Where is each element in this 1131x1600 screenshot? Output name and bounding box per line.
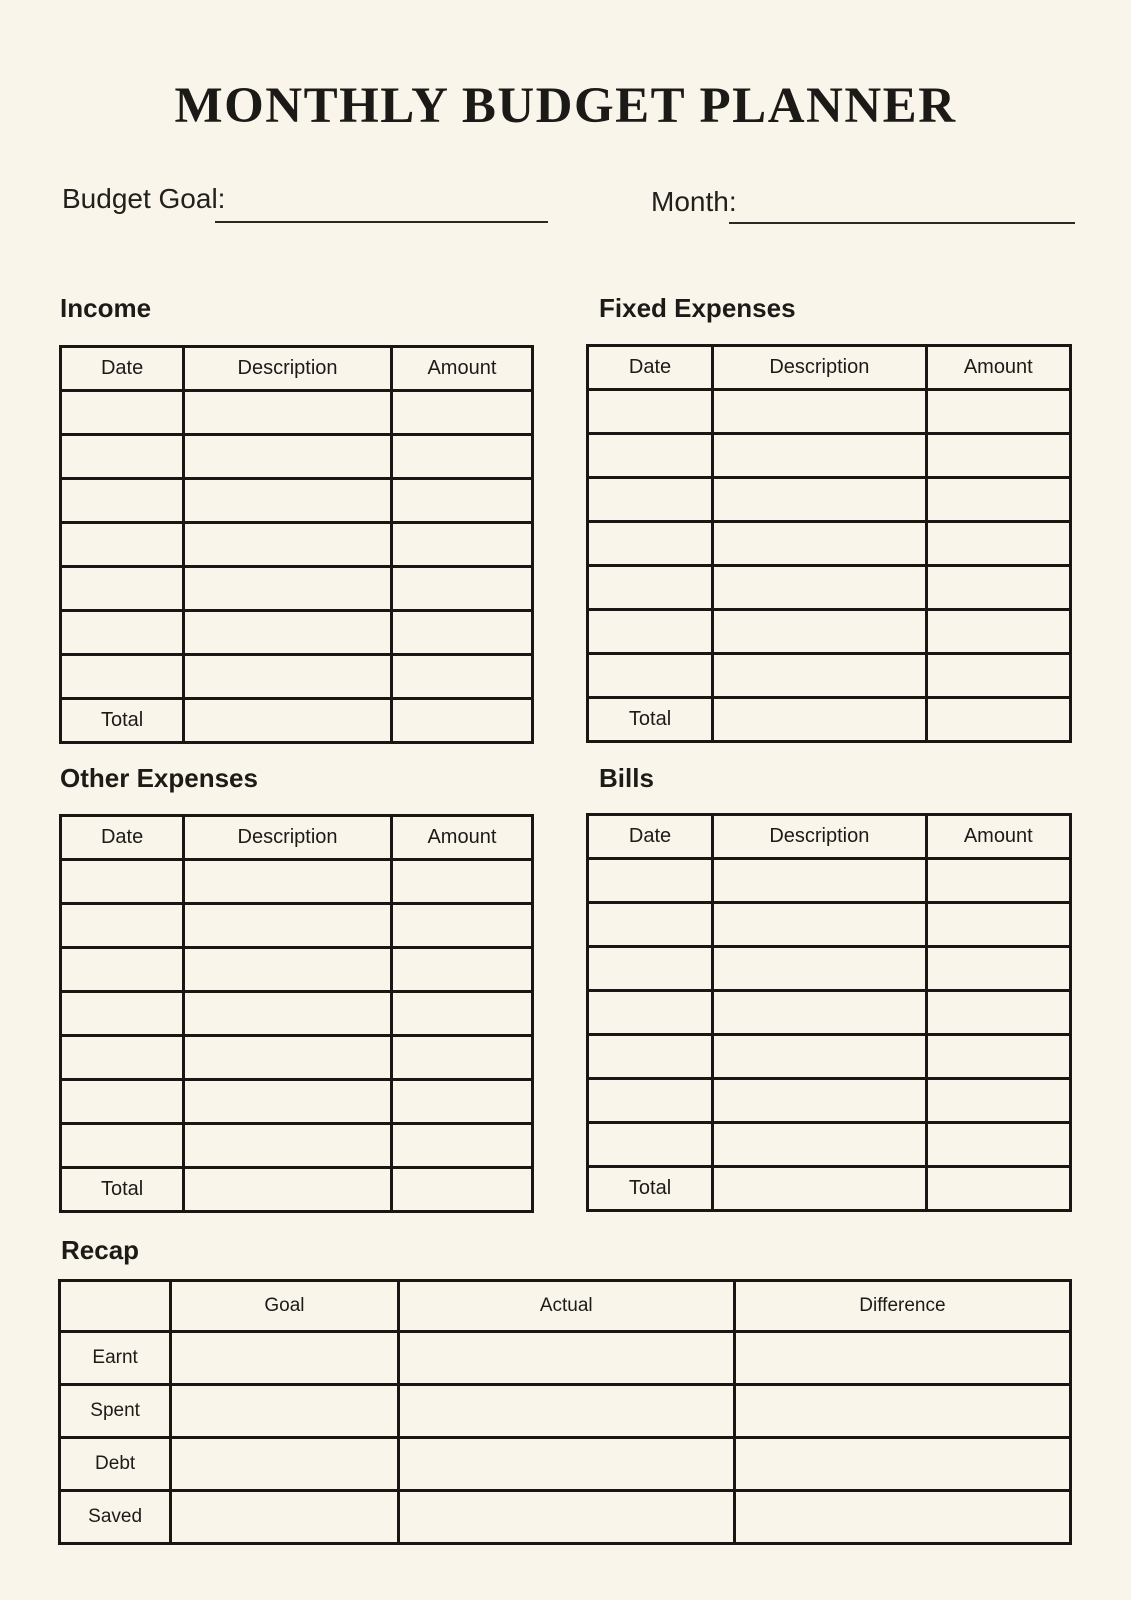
empty-cell (391, 435, 532, 479)
total-description-cell (713, 698, 926, 742)
column-header-date: Date (61, 347, 184, 391)
recap-row-label: Spent (60, 1385, 171, 1438)
empty-cell (61, 611, 184, 655)
empty-cell (588, 991, 713, 1035)
empty-row (61, 860, 533, 904)
empty-cell (588, 1035, 713, 1079)
empty-row (61, 655, 533, 699)
empty-cell (184, 1036, 392, 1080)
header-row (60, 1281, 1071, 1332)
empty-cell (184, 948, 392, 992)
empty-cell (184, 904, 392, 948)
empty-cell (61, 1080, 184, 1124)
total-description-cell (184, 699, 392, 743)
empty-cell (926, 654, 1070, 698)
empty-cell (61, 391, 184, 435)
column-header-amount: Amount (926, 346, 1070, 390)
empty-cell (713, 610, 926, 654)
column-header-amount: Amount (926, 815, 1070, 859)
empty-row (588, 566, 1071, 610)
recap-difference-cell (734, 1332, 1070, 1385)
empty-cell (184, 860, 392, 904)
empty-cell (588, 434, 713, 478)
column-header-difference: Difference (734, 1281, 1070, 1332)
recap-row-spent (60, 1385, 1071, 1438)
empty-cell (184, 435, 392, 479)
empty-cell (184, 1080, 392, 1124)
recap-goal-cell (171, 1438, 398, 1491)
empty-cell (713, 566, 926, 610)
empty-cell (184, 655, 392, 699)
empty-cell (391, 567, 532, 611)
empty-row (61, 391, 533, 435)
empty-cell (184, 567, 392, 611)
fixed-expenses-table (586, 344, 1072, 743)
recap-row-label: Debt (60, 1438, 171, 1491)
empty-cell (713, 859, 926, 903)
empty-cell (588, 390, 713, 434)
bills-heading: Bills (599, 763, 654, 793)
total-amount-cell (926, 1167, 1070, 1211)
empty-cell (391, 523, 532, 567)
recap-table (58, 1279, 1072, 1545)
column-header-amount: Amount (391, 816, 532, 860)
empty-cell (713, 478, 926, 522)
empty-cell (184, 1124, 392, 1168)
recap-actual-cell (398, 1332, 734, 1385)
empty-cell (926, 1079, 1070, 1123)
empty-cell (926, 903, 1070, 947)
empty-cell (61, 1124, 184, 1168)
empty-cell (588, 478, 713, 522)
empty-row (61, 948, 533, 992)
empty-cell (713, 434, 926, 478)
empty-cell (391, 948, 532, 992)
empty-row (588, 610, 1071, 654)
column-header-description: Description (184, 816, 392, 860)
empty-row (588, 434, 1071, 478)
month-line (729, 222, 1075, 224)
recap-corner-cell (60, 1281, 171, 1332)
empty-row (588, 1079, 1071, 1123)
empty-cell (391, 1036, 532, 1080)
empty-cell (391, 992, 532, 1036)
empty-row (588, 903, 1071, 947)
empty-cell (391, 391, 532, 435)
empty-cell (61, 655, 184, 699)
total-label-cell: Total (61, 699, 184, 743)
empty-cell (713, 903, 926, 947)
empty-cell (61, 992, 184, 1036)
total-amount-cell (926, 698, 1070, 742)
empty-cell (61, 567, 184, 611)
empty-row (588, 1123, 1071, 1167)
month-label: Month: (651, 186, 737, 217)
empty-cell (926, 859, 1070, 903)
empty-row (61, 523, 533, 567)
other-expenses-heading: Other Expenses (60, 763, 258, 793)
empty-row (61, 567, 533, 611)
total-row (588, 698, 1071, 742)
empty-row (588, 654, 1071, 698)
empty-cell (61, 1036, 184, 1080)
empty-cell (926, 610, 1070, 654)
empty-row (588, 947, 1071, 991)
empty-cell (926, 566, 1070, 610)
empty-row (61, 992, 533, 1036)
empty-row (61, 479, 533, 523)
income-table (59, 345, 534, 744)
empty-row (588, 478, 1071, 522)
empty-cell (61, 904, 184, 948)
column-header-goal: Goal (171, 1281, 398, 1332)
empty-cell (391, 1080, 532, 1124)
column-header-actual: Actual (398, 1281, 734, 1332)
empty-cell (391, 611, 532, 655)
recap-difference-cell (734, 1491, 1070, 1544)
empty-row (588, 1035, 1071, 1079)
empty-cell (713, 654, 926, 698)
empty-cell (713, 390, 926, 434)
empty-cell (61, 523, 184, 567)
empty-cell (61, 948, 184, 992)
header-row (588, 346, 1071, 390)
recap-heading: Recap (61, 1235, 140, 1265)
empty-cell (713, 947, 926, 991)
recap-actual-cell (398, 1438, 734, 1491)
empty-cell (713, 991, 926, 1035)
empty-cell (713, 1035, 926, 1079)
empty-cell (391, 860, 532, 904)
empty-cell (588, 522, 713, 566)
empty-cell (926, 991, 1070, 1035)
column-header-description: Description (184, 347, 392, 391)
empty-cell (588, 859, 713, 903)
empty-row (588, 390, 1071, 434)
budget-goal-line (215, 221, 548, 223)
empty-cell (588, 610, 713, 654)
empty-cell (588, 654, 713, 698)
column-header-date: Date (61, 816, 184, 860)
recap-difference-cell (734, 1438, 1070, 1491)
empty-cell (926, 434, 1070, 478)
empty-cell (184, 992, 392, 1036)
empty-cell (184, 391, 392, 435)
empty-cell (61, 860, 184, 904)
recap-goal-cell (171, 1332, 398, 1385)
empty-row (61, 1036, 533, 1080)
empty-cell (391, 904, 532, 948)
recap-row-earnt (60, 1332, 1071, 1385)
income-heading: Income (60, 293, 152, 323)
empty-cell (184, 523, 392, 567)
recap-actual-cell (398, 1385, 734, 1438)
bills-table (586, 813, 1072, 1212)
empty-cell (61, 479, 184, 523)
empty-cell (713, 1123, 926, 1167)
total-row (61, 699, 533, 743)
empty-cell (713, 522, 926, 566)
recap-row-label: Earnt (60, 1332, 171, 1385)
column-header-date: Date (588, 815, 713, 859)
empty-row (61, 1080, 533, 1124)
empty-row (61, 1124, 533, 1168)
fixed-expenses-heading: Fixed Expenses (599, 293, 796, 323)
empty-row (588, 522, 1071, 566)
total-amount-cell (391, 699, 532, 743)
total-row (588, 1167, 1071, 1211)
empty-cell (391, 655, 532, 699)
total-description-cell (713, 1167, 926, 1211)
page-title: MONTHLY BUDGET PLANNER (174, 78, 957, 134)
empty-cell (184, 479, 392, 523)
total-label-cell: Total (588, 1167, 713, 1211)
total-label-cell: Total (61, 1168, 184, 1212)
total-description-cell (184, 1168, 392, 1212)
empty-cell (926, 390, 1070, 434)
recap-row-label: Saved (60, 1491, 171, 1544)
column-header-description: Description (713, 346, 926, 390)
empty-cell (391, 1124, 532, 1168)
other-expenses-table (59, 814, 534, 1213)
empty-cell (588, 903, 713, 947)
empty-cell (588, 566, 713, 610)
empty-row (61, 904, 533, 948)
column-header-description: Description (713, 815, 926, 859)
empty-cell (926, 947, 1070, 991)
header-row (588, 815, 1071, 859)
total-label-cell: Total (588, 698, 713, 742)
header-row (61, 347, 533, 391)
empty-row (588, 859, 1071, 903)
empty-row (588, 991, 1071, 1035)
empty-cell (926, 478, 1070, 522)
recap-row-debt (60, 1438, 1071, 1491)
empty-row (61, 611, 533, 655)
recap-goal-cell (171, 1491, 398, 1544)
recap-actual-cell (398, 1491, 734, 1544)
empty-cell (588, 1123, 713, 1167)
empty-cell (926, 1123, 1070, 1167)
column-header-date: Date (588, 346, 713, 390)
empty-cell (926, 1035, 1070, 1079)
empty-row (61, 435, 533, 479)
recap-row-saved (60, 1491, 1071, 1544)
recap-goal-cell (171, 1385, 398, 1438)
empty-cell (588, 1079, 713, 1123)
empty-cell (713, 1079, 926, 1123)
total-row (61, 1168, 533, 1212)
empty-cell (61, 435, 184, 479)
header-row (61, 816, 533, 860)
empty-cell (926, 522, 1070, 566)
empty-cell (391, 479, 532, 523)
empty-cell (588, 947, 713, 991)
total-amount-cell (391, 1168, 532, 1212)
empty-cell (184, 611, 392, 655)
column-header-amount: Amount (391, 347, 532, 391)
budget-goal-label: Budget Goal: (62, 183, 226, 214)
recap-difference-cell (734, 1385, 1070, 1438)
